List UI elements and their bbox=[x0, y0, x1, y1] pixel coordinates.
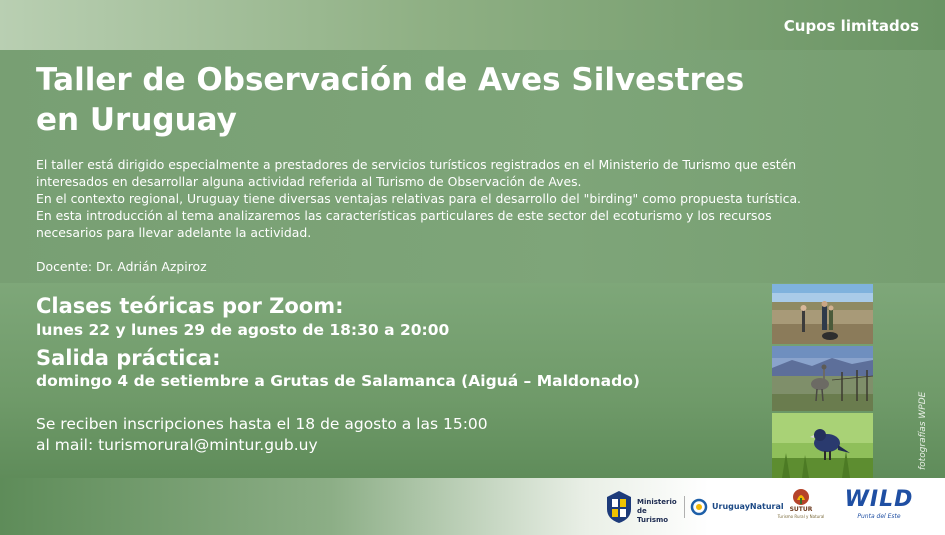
page-title bbox=[36, 60, 836, 140]
wild-text: WILD bbox=[844, 487, 914, 512]
title-line-2: en Uruguay bbox=[36, 102, 237, 138]
teacher-name: Docente: Dr. Adrián Azpiroz bbox=[36, 259, 207, 274]
limited-spots-badge: Cupos limitados bbox=[783, 17, 919, 35]
title-line-1: Taller de Observación de Aves Silvestres bbox=[36, 62, 745, 98]
wild-logo bbox=[834, 487, 924, 527]
sun-icon bbox=[690, 498, 708, 516]
photo-bird bbox=[772, 413, 873, 478]
logo-divider bbox=[684, 496, 685, 518]
description-line: El taller está dirigido especialmente a prestadores de servicios turísticos registrados en el Ministerio de Turismo que estén bbox=[36, 157, 797, 172]
sutur-text: SUTUR bbox=[789, 506, 813, 513]
ministerio-line-2: de Turismo bbox=[637, 507, 669, 524]
classes-heading: Clases teóricas por Zoom: bbox=[36, 294, 344, 318]
shield-icon bbox=[604, 489, 634, 525]
photo-credit: fotografías WPDE bbox=[918, 391, 928, 470]
description-line: necesarios para llevar adelante la actividad. bbox=[36, 225, 312, 240]
field-trip-heading: Salida práctica: bbox=[36, 346, 221, 370]
photo-birdwatchers bbox=[772, 284, 873, 344]
leaf-icon bbox=[792, 488, 810, 506]
classes-dates: lunes 22 y lunes 29 de agosto de 18:30 a 20:00 bbox=[36, 321, 450, 339]
registration-deadline: Se reciben inscripciones hasta el 18 de agosto a las 15:00 bbox=[36, 415, 488, 433]
ministerio-line-1: Ministerio bbox=[637, 498, 677, 506]
description-line: En el contexto regional, Uruguay tiene diversas ventajas relativas para el desarrollo del "birding" como propuesta turística. bbox=[36, 191, 801, 206]
field-trip-details: domingo 4 de setiembre a Grutas de Salamanca (Aiguá – Maldonado) bbox=[36, 372, 640, 390]
uruguay-natural-text: UruguayNatural bbox=[712, 502, 784, 511]
wild-subtitle: Punta del Este bbox=[857, 513, 901, 520]
description bbox=[36, 156, 896, 241]
sutur-subtitle: Turismo Rural y Natural bbox=[777, 514, 825, 519]
photo-rhea bbox=[772, 346, 873, 411]
ministerio-logo bbox=[604, 489, 680, 527]
registration-email[interactable]: al mail: turismorural@mintur.gub.uy bbox=[36, 436, 318, 454]
description-line: interesados en desarrollar alguna actividad referida al Turismo de Observación de Aves. bbox=[36, 174, 582, 189]
sutur-logo bbox=[776, 488, 826, 528]
description-line: En esta introducción al tema analizaremos las características particulares de este sector del ecoturismo y los recursos bbox=[36, 208, 772, 223]
uruguay-natural-logo bbox=[690, 496, 784, 520]
